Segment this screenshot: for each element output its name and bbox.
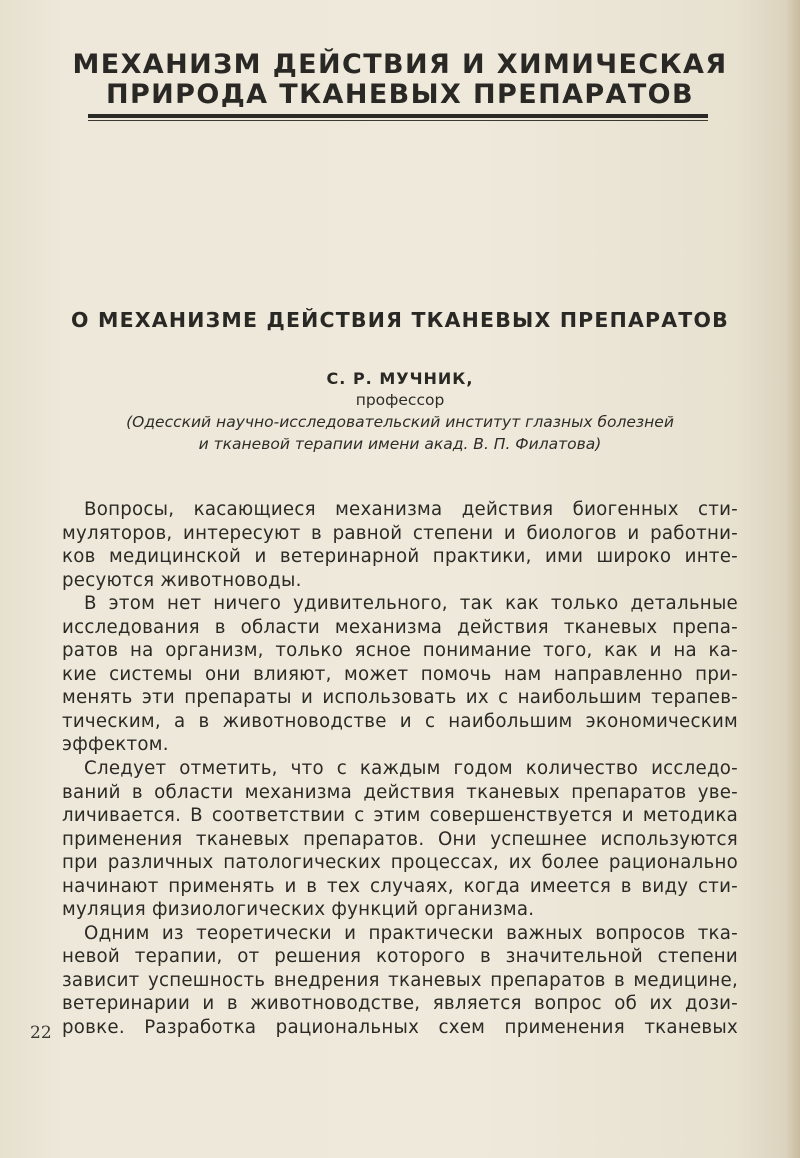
text-line: исследования в области механизма действия тканевых препа- [62,616,738,638]
author-affiliation [60,411,740,455]
author-name: С. Р. МУЧНИК, [326,369,474,388]
text-line: ветеринарии и в животноводстве, является вопрос об их дози- [62,993,738,1015]
text-line: муляторов, интересуют в равной степени и биологов и работни- [62,522,738,544]
text-line: Одним из теоретически и практически важных вопросов тка- [84,922,738,944]
text-line: начинают применять и в тех случаях, когда имеется в виду сти- [62,875,738,897]
paragraph-1 [62,498,738,592]
section-title-line-1: МЕХАНИЗМ ДЕЙСТВИЯ И ХИМИЧЕСКАЯ [72,49,728,80]
text-line: тическим, а в животноводстве и с наибольшим экономическим [62,710,738,732]
page-number: 22 [30,1023,52,1043]
author-title: профессор [355,391,445,409]
text-line: эффектом. [62,734,169,756]
article-title: О МЕХАНИЗМЕ ДЕЙСТВИЯ ТКАНЕВЫХ ПРЕПАРАТОВ [71,308,729,332]
section-rule-thin [88,120,708,121]
paragraph-2 [62,592,738,757]
text-line: ков медицинской и ветеринарной практики, ими широко инте- [62,546,738,568]
text-line: Вопросы, касающиеся механизма действия биогенных сти- [84,499,738,520]
text-line: ратов на организм, только ясное понимание того, как и на ка- [62,640,738,662]
text-line: кие системы они влияют, может помочь нам направленно при- [62,663,738,685]
text-line: менять эти препараты и использовать их с наибольшим терапев- [62,687,738,709]
text-line: ресуются животноводы. [62,569,302,591]
page-edge-shadow [786,0,800,1158]
text-line: ровке. Разработка рациональных схем применения тканевых [62,1017,738,1039]
text-line: муляция физиологических функций организма. [62,899,535,921]
text-line: при различных патологических процессах, их более рационально [62,852,738,874]
text-line: ваний в области механизма действия тканевых препаратов уве- [62,781,738,803]
text-line: зависит успешность внедрения тканевых препаратов в медицине, [62,969,738,991]
text-line: В этом нет ничего удивительного, так как только детальные [84,593,738,615]
paragraph-3 [62,757,738,922]
section-rule-thick [88,114,708,118]
paragraph-4 [62,922,738,1040]
section-title [60,50,740,110]
text-line: невой терапии, от решения которого в значительной степени [62,946,738,968]
text-line: применения тканевых препаратов. Они успешнее используются [62,828,738,850]
text-line: личивается. В соответствии с этим совершенствуется и методика [62,805,738,827]
affiliation-line-2: и тканевой терапии имени акад. В. П. Филатова) [198,435,602,453]
text-line: Следует отметить, что с каждым годом количество исследо- [84,758,738,780]
section-title-line-2: ПРИРОДА ТКАНЕВЫХ ПРЕПАРАТОВ [105,79,695,110]
affiliation-line-1: (Одесский научно-исследовательский институт глазных болезней [126,413,674,431]
article-body [62,498,738,1040]
